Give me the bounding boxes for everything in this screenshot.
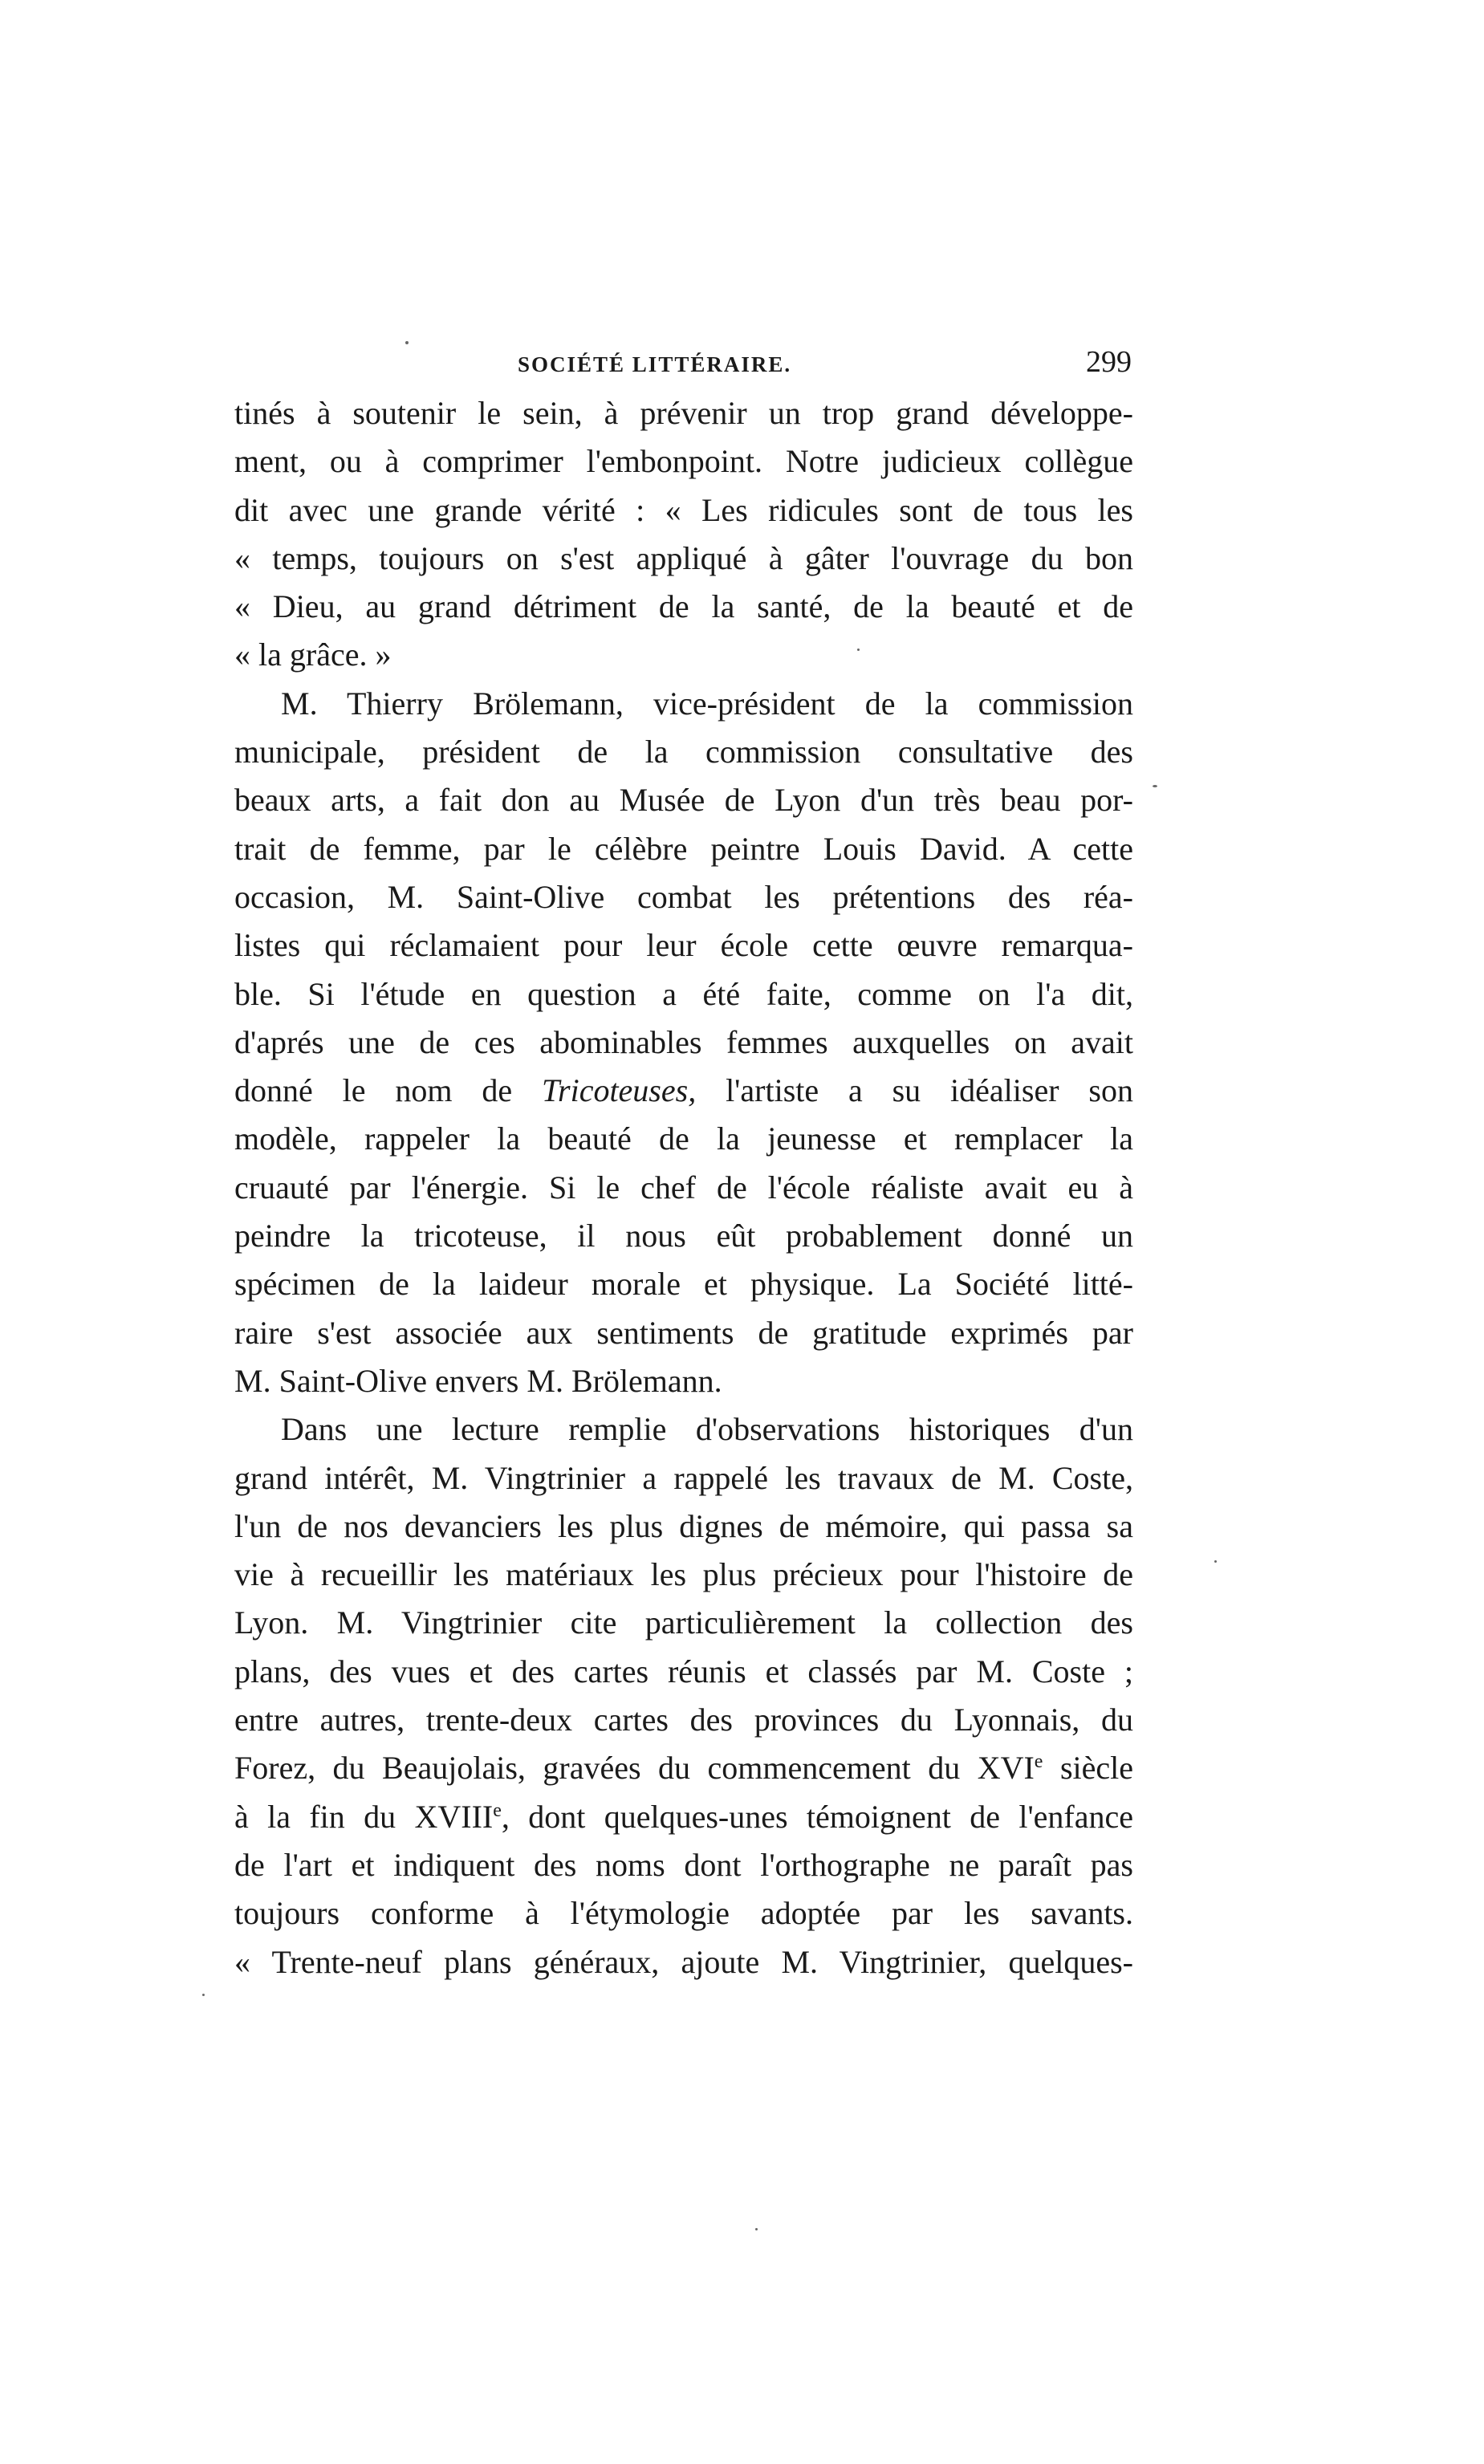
body-text	[234, 389, 1133, 1986]
text-line: modèle, rappeler la beauté de la jeunesse et remplacer la	[234, 1120, 1133, 1157]
text-line: spécimen de la laideur morale et physique. La Société litté-	[234, 1266, 1133, 1303]
text-line: occasion, M. Saint-Olive combat les prétentions des réa-	[234, 878, 1133, 915]
text-segment: à la fin du XVIII	[234, 1798, 494, 1835]
paper-speck	[755, 2228, 758, 2230]
text-segment: l'artiste a su idéaliser son	[696, 1072, 1133, 1109]
text-segment: siècle	[1043, 1750, 1133, 1787]
text-line-with-superscript	[234, 1793, 1133, 1841]
paragraph-end-line: « la grâce. »	[234, 636, 392, 673]
italic-term: Tricoteuses,	[541, 1072, 697, 1109]
text-line: beaux arts, a fait don au Musée de Lyon d'un très beau por-	[234, 782, 1133, 819]
paragraph-start-line: M. Thierry Brölemann, vice-président de la commission	[281, 685, 1133, 722]
text-line: listes qui réclamaient pour leur école cette œuvre remarqua-	[234, 927, 1133, 964]
paper-speck	[405, 341, 409, 344]
superscript: e	[1034, 1751, 1043, 1773]
text-line: toujours conforme à l'étymologie adoptée par les savants.	[234, 1895, 1133, 1932]
text-line: cruauté par l'énergie. Si le chef de l'école réaliste avait eu à	[234, 1169, 1133, 1206]
paper-speck	[857, 649, 860, 651]
paragraph-end-line: M. Saint-Olive envers M. Brölemann.	[234, 1362, 722, 1399]
text-line: municipale, président de la commission consultative des	[234, 734, 1133, 771]
text-line: grand intérêt, M. Vingtrinier a rappelé les travaux de M. Coste,	[234, 1459, 1133, 1496]
text-line: d'aprés une de ces abominables femmes auxquelles on avait	[234, 1023, 1133, 1060]
text-line: Lyon. M. Vingtrinier cite particulièrement la collection des	[234, 1604, 1133, 1641]
paper-speck	[202, 1994, 205, 1996]
text-line: tinés à soutenir le sein, à prévenir un trop grand développe-	[234, 395, 1133, 431]
text-line: entre autres, trente-deux cartes des provinces du Lyonnais, du	[234, 1702, 1133, 1738]
text-segment: , dont quelques-unes témoignent de l'enfance	[501, 1798, 1133, 1835]
text-line: « temps, toujours on s'est appliqué à gâter l'ouvrage du bon	[234, 539, 1133, 576]
text-line: l'un de nos devanciers les plus dignes de mémoire, qui passa sa	[234, 1507, 1133, 1544]
paragraph-start-line: Dans une lecture remplie d'observations historiques d'un	[281, 1411, 1133, 1448]
running-title: SOCIÉTÉ LITTÉRAIRE.	[518, 352, 792, 376]
text-line: ment, ou à comprimer l'embonpoint. Notre judicieux collègue	[234, 443, 1133, 480]
text-line: de l'art et indiquent des noms dont l'orthographe ne paraît pas	[234, 1846, 1133, 1883]
text-line: raire s'est associée aux sentiments de gratitude exprimés par	[234, 1314, 1133, 1351]
page-number: 299	[1086, 345, 1132, 379]
text-line-with-superscript	[234, 1744, 1133, 1792]
text-line: trait de femme, par le célèbre peintre Louis David. A cette	[234, 830, 1133, 867]
paper-speck	[1214, 1560, 1217, 1563]
superscript: e	[493, 1799, 502, 1821]
text-segment: donné le nom de	[234, 1072, 542, 1109]
text-line: « Dieu, au grand détriment de la santé, de la beauté et de	[234, 588, 1133, 625]
text-line: vie à recueillir les matériaux les plus précieux pour l'histoire de	[234, 1556, 1133, 1593]
text-line-with-italic	[234, 1067, 1133, 1115]
text-line: peindre la tricoteuse, il nous eût probablement donné un	[234, 1218, 1133, 1254]
text-line: « Trente-neuf plans généraux, ajoute M. Vingtrinier, quelques-	[234, 1943, 1133, 1980]
running-head	[233, 341, 1132, 389]
text-line: plans, des vues et des cartes réunis et classés par M. Coste ;	[234, 1653, 1133, 1689]
paper-speck	[1153, 785, 1157, 787]
text-line: ble. Si l'étude en question a été faite, comme on l'a dit,	[234, 975, 1133, 1012]
text-segment: Forez, du Beaujolais, gravées du commencement du XVI	[234, 1750, 1035, 1787]
text-line: dit avec une grande vérité : « Les ridicules sont de tous les	[234, 491, 1133, 528]
